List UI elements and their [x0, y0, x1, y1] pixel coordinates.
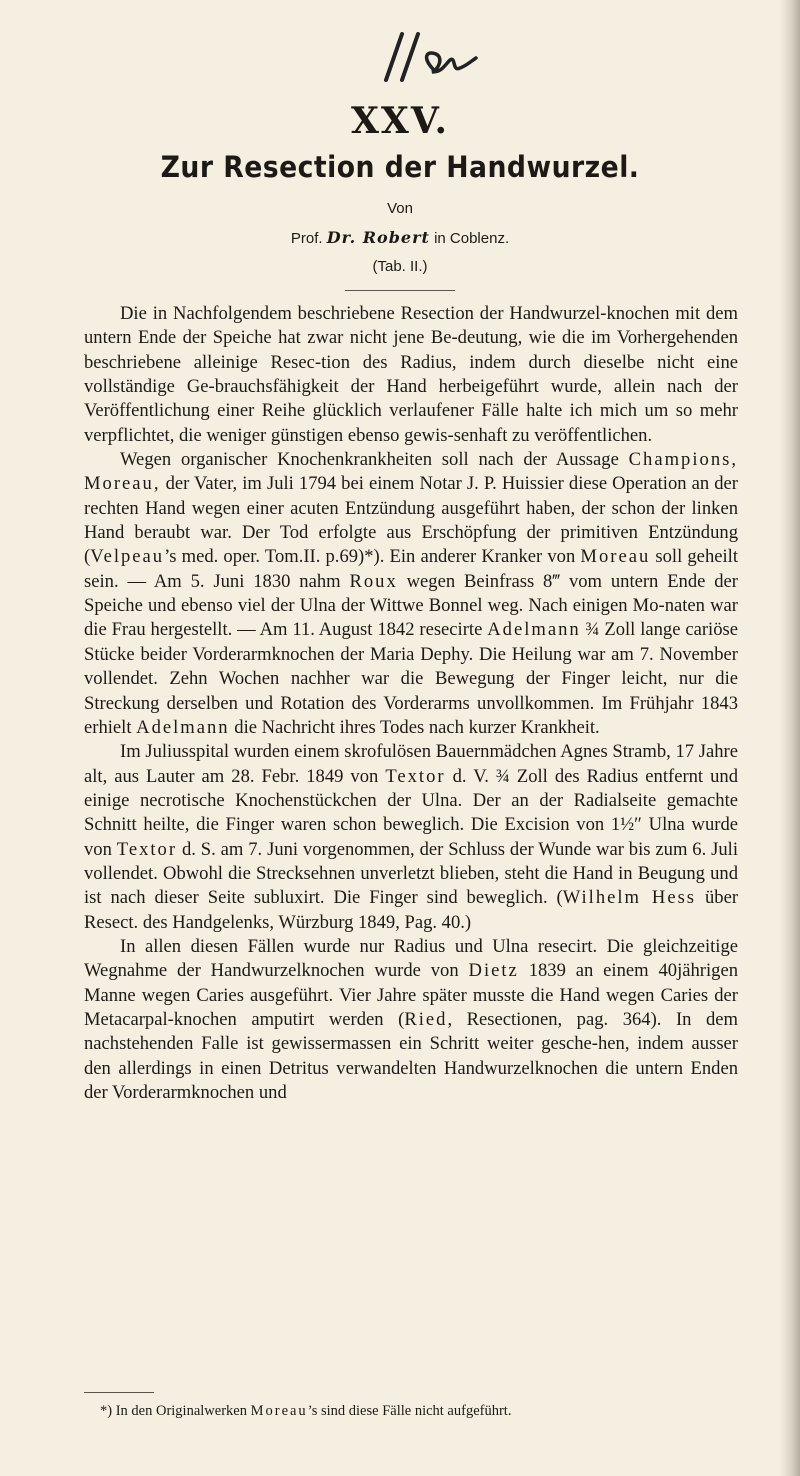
handwritten-mark — [372, 28, 482, 88]
author-prefix: Von — [387, 200, 413, 217]
text-run: In allen diesen Fällen wurde nur Radius und Ulna resecirt. Die gleichzeitige Wegnahme der Handwurzelknochen wurde von — [84, 935, 738, 982]
text-run: ’s med. oper. Tom.II. p.69)*). Ein anderer Kranker von — [164, 546, 576, 568]
text-run: ’s sind diese Fälle nicht aufgeführt. — [307, 1403, 512, 1419]
text-run: Wegen organischer Knochenkrankheiten soll nach der Aussage — [120, 449, 619, 471]
paragraph-2 — [84, 448, 738, 740]
person-name: Textor — [116, 838, 178, 860]
paragraph-1: Die in Nachfolgendem beschriebene Resection der Handwurzel-knochen mit dem untern Ende der Speiche hat zwar nicht jene Be-deutung, wie die im Vorhergehenden beschriebene alleinige Resec-tion des Radius, indem durch dieselbe nicht eine vollständige Ge-brauchsfähigkeit der Hand herbeigeführt wurde, allein nach der Veröffentlichung einer Reihe glücklich verlaufener Fälle halte ich mich um so mehr verpflichtet, die weniger günstigen ebenso gewis-senhaft zu veröffentlichen. — [84, 303, 738, 446]
page-edge-shadow — [780, 0, 800, 1476]
plate-reference: (Tab. II.) — [372, 258, 428, 275]
text-run: die Nachricht ihres Todes nach kurzer Krankheit. — [234, 716, 600, 738]
person-name: Champions, Moreau, — [84, 449, 738, 495]
person-name: Roux — [349, 570, 398, 592]
text-run: 1839 an einem 40jährigen Manne wegen Caries ausgeführt. Vier Jahre später musste die Hand wegen Caries der Metacarpal-knochen amputirt werden ( — [84, 960, 739, 1030]
footnote — [100, 1402, 740, 1420]
person-name: Adelmann — [487, 619, 581, 641]
page-title: Zur Resection der Handwurzel. — [160, 150, 640, 184]
author-degree: Prof. — [290, 230, 323, 247]
text-run: wegen Beinfrass 8‴ vom untern Ende der Speiche und ebenso viel der Ulna der Wittwe Bonnel weg. Nach einigen Mo-naten war die Frau hergestellt. — Am 11. August 1842 resecirte — [84, 570, 738, 641]
person-name: Velpeau — [90, 546, 165, 568]
person-name: Textor — [385, 765, 446, 787]
person-name: Adelmann — [136, 716, 230, 738]
paragraph-4 — [84, 935, 738, 1105]
text-run: ¾ Zoll lange cariöse Stücke beider Vorderarmknochen der Maria Dephy. Die Heilung war am 7. November vollendet. Zehn Wochen nachher war die Bewegung der Finger leicht, nur die Streckung derselben und Rotation des Vorderarms unvollkommen. Im Frühjahr 1843 erhielt — [84, 619, 738, 738]
author-name: Dr. Robert — [326, 228, 430, 247]
person-name: Wilhelm Hess — [562, 887, 697, 909]
text-run: d. V. ¾ Zoll des Radius entfernt und einige necrotische Knochenstückchen der Ulna. Der an der Radialseite gemachte Schnitt heilte, die Finger waren schon beweglich. Die Excision von 1½″ Ulna wurde von — [84, 765, 738, 860]
text-run: soll geheilt sein. — Am 5. Juni 1830 nahm — [84, 546, 738, 592]
text-run: *) In den Originalwerken — [100, 1403, 247, 1419]
chapter-number: XXV. — [350, 100, 450, 142]
person-name: Ried — [404, 1008, 448, 1030]
text-run: der Vater, im Juli 1794 bei einem Notar J. P. Huissier diese Operation an der rechten Hand wegen einer acuten Entzündung ausgeführt haben, der schon der linken Hand beraubt war. Der Tod erfolgte aus Erschöpfung der primitiven Entzündung ( — [84, 473, 738, 568]
text-run: Im Juliusspital wurden einem skrofulösen Bauernmädchen Agnes Stramb, 17 Jahre alt, aus Lauter am 28. Febr. 1849 von — [84, 741, 738, 787]
person-name: Moreau — [580, 546, 651, 568]
article-body — [84, 302, 738, 1105]
title-divider — [345, 290, 455, 291]
author-place: in Coblenz. — [434, 230, 510, 247]
handwritten-mark-drawing — [372, 28, 482, 88]
text-run: über Resect. des Handgelenks, Würzburg 1849, Pag. 40.) — [84, 887, 739, 933]
person-name: Dietz — [468, 960, 519, 982]
person-name: Moreau — [250, 1403, 308, 1419]
text-run: d. S. am 7. Juni vorgenommen, der Schluss der Wunde war bis zum 6. Juli vollendet. Obwohl die Strecksehnen unverletzt blieben, steht die Hand in Beugung und ist nach dieser Seite subluxirt. Die Finger sind beweglich. ( — [84, 838, 738, 909]
text-run: , Resectionen, pag. 364). In dem nachstehenden Falle ist gewissermassen ein Schritt weiter gesche-hen, indem ausser den allerdings in einen Detritus verwandelten Handwurzelknochen die untern Enden der Vorderarmknochen und — [84, 1008, 738, 1103]
footnote-divider — [84, 1392, 154, 1393]
paragraph-3 — [84, 740, 738, 935]
author-line — [0, 228, 800, 247]
